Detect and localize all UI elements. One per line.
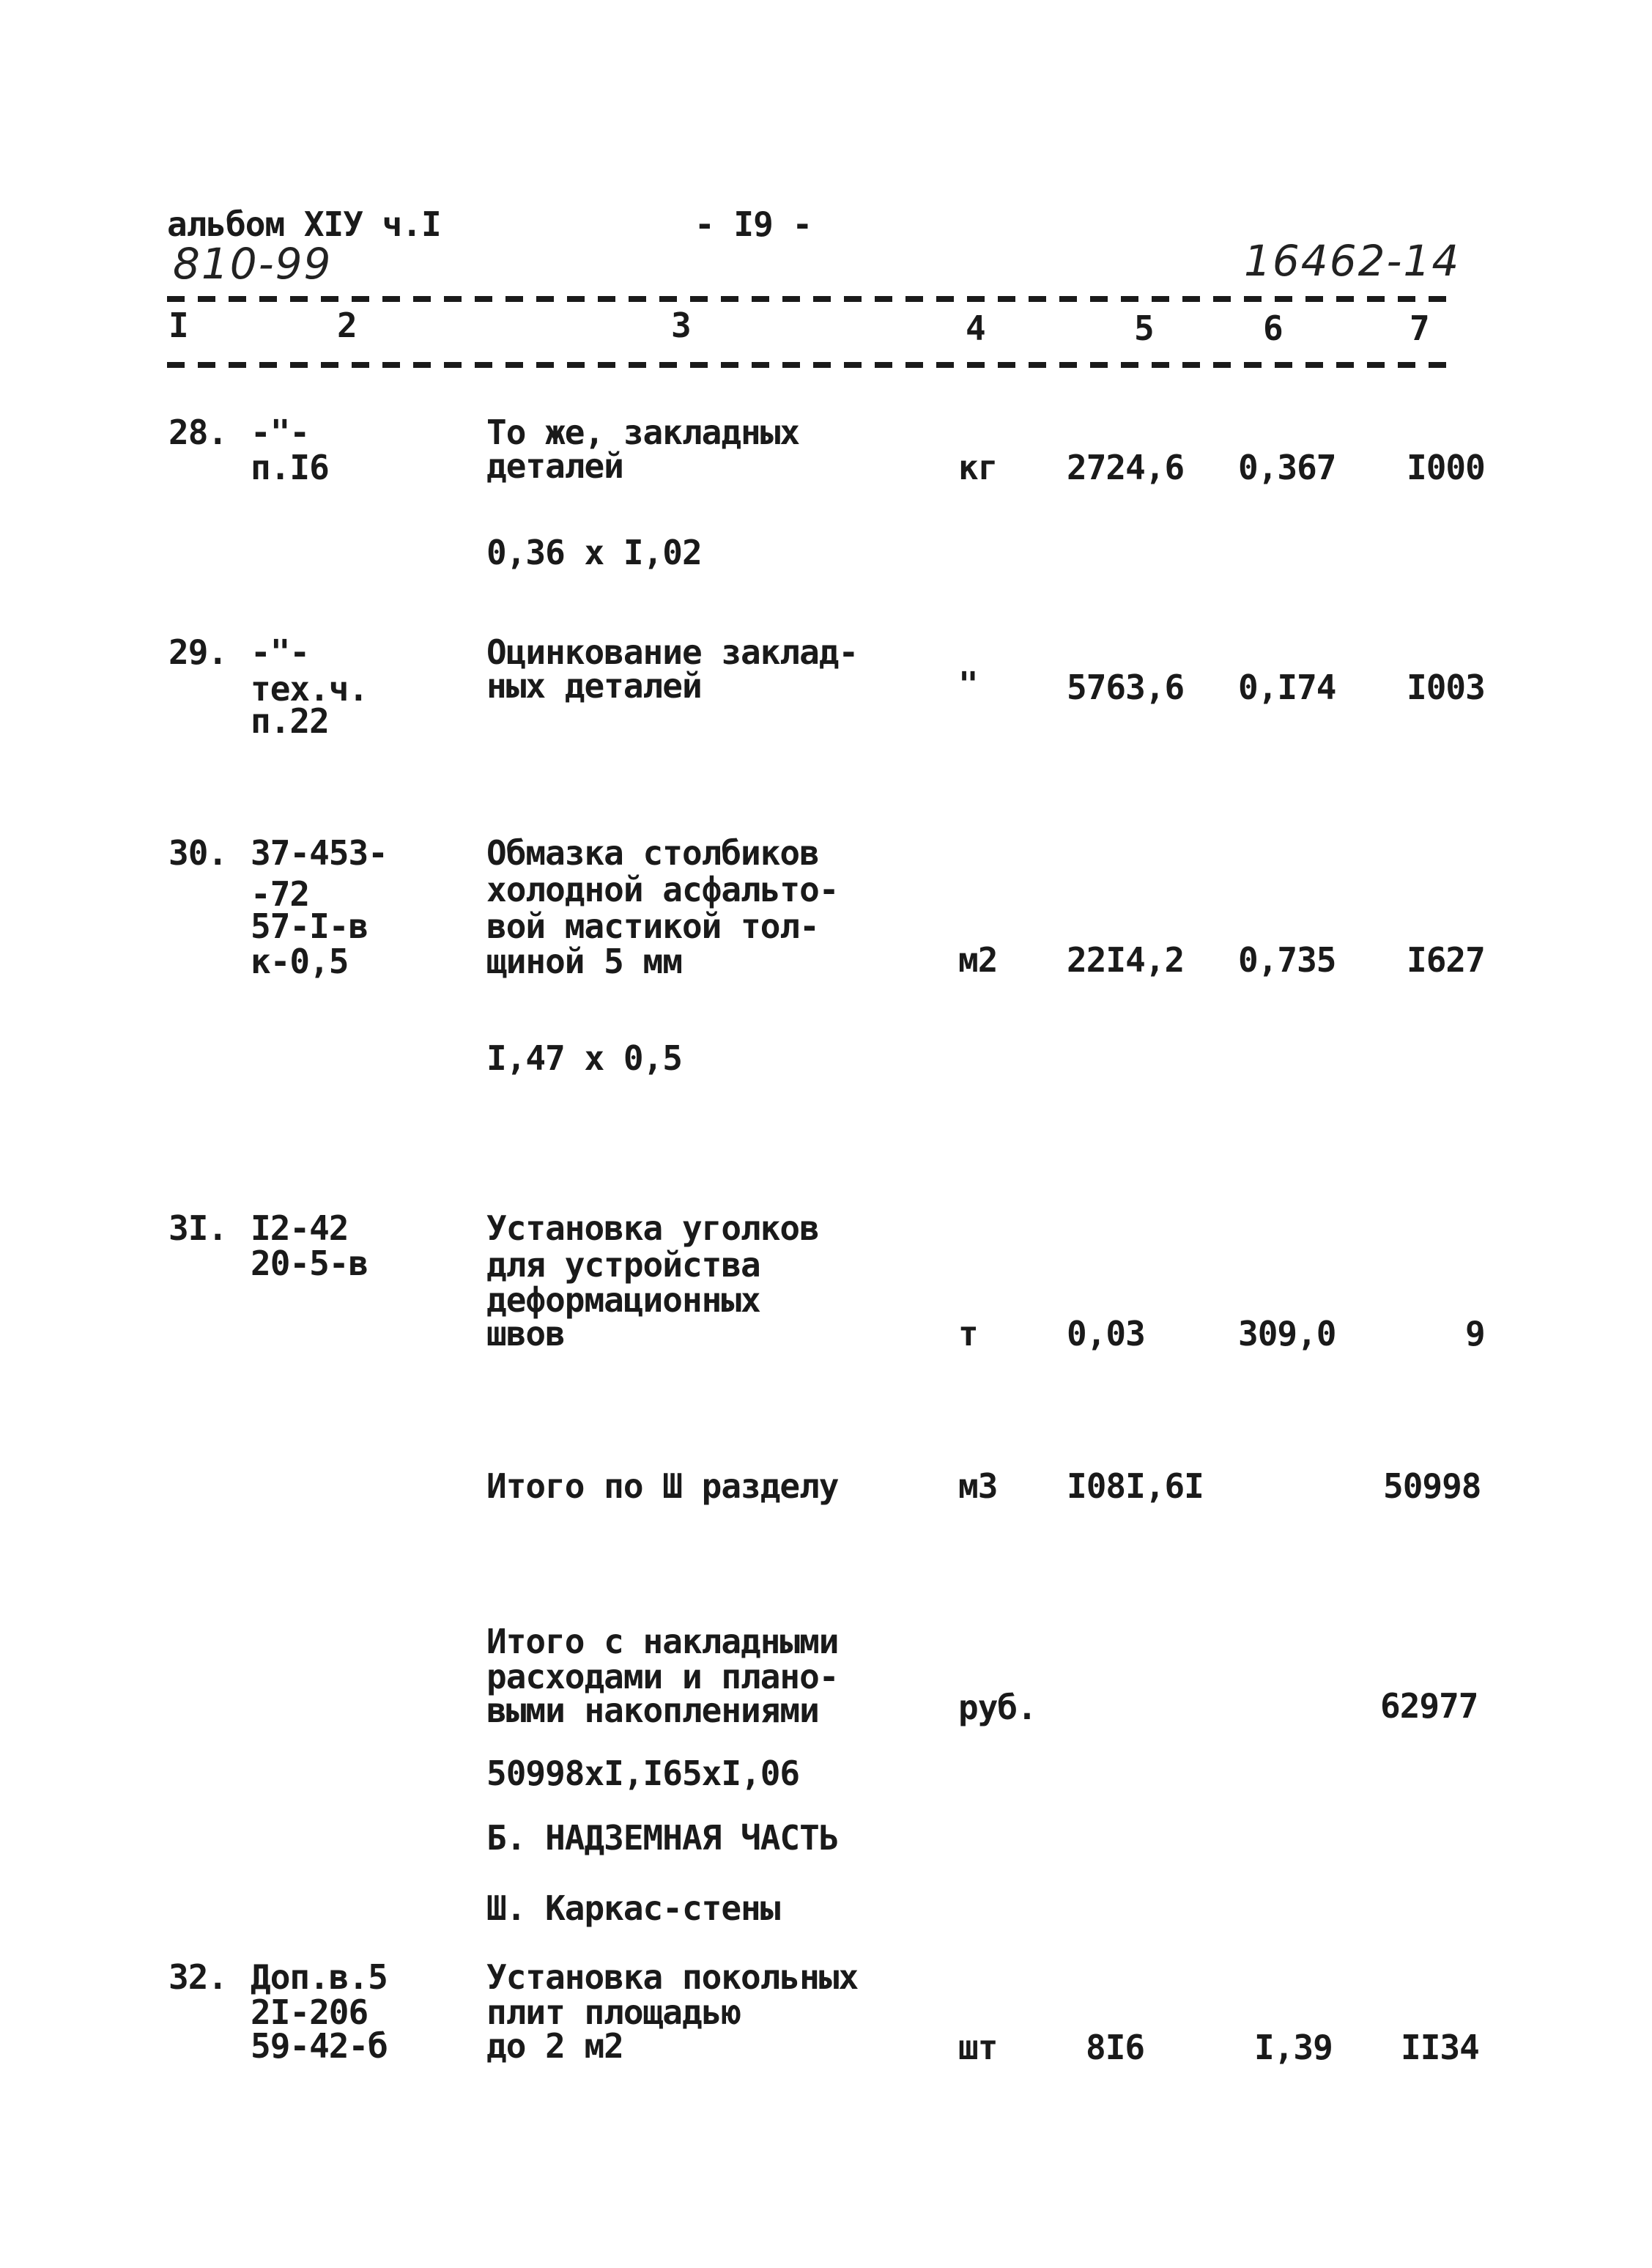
row-price: 309,0 [1238, 1314, 1336, 1353]
row-calculation-note: 0,36 х I,02 [486, 533, 702, 572]
row-reference: к-0,5 [251, 942, 349, 981]
row-total: I003 [1407, 668, 1485, 707]
row-reference: 20-5-в [251, 1244, 368, 1283]
row-description: То же, закладных [486, 413, 800, 452]
row-reference: -"- [251, 632, 310, 672]
header-divider-top [167, 296, 1456, 302]
row-description: плит площадью [486, 1992, 741, 2032]
overhead-total-label: расходами и плано- [486, 1657, 839, 1696]
overhead-total-label: выми накоплениями [486, 1691, 819, 1730]
row-reference: 2I-206 [251, 1992, 368, 2032]
row-quantity: 0,03 [1067, 1314, 1145, 1353]
row-total: I627 [1407, 940, 1485, 980]
row-reference: п.I6 [251, 448, 329, 487]
row-description: холодной асфальто- [486, 870, 839, 909]
row-quantity: 22I4,2 [1067, 940, 1185, 980]
row-price: 0,I74 [1238, 668, 1336, 707]
row-description: до 2 м2 [486, 2026, 623, 2066]
row-total: 9 [1465, 1314, 1485, 1353]
handwritten-code-right: 16462-14 [1244, 236, 1461, 286]
row-number: 29. [168, 632, 228, 672]
row-price: 0,735 [1238, 940, 1336, 980]
row-reference: 59-42-б [251, 2026, 388, 2066]
row-unit: кг [958, 448, 998, 487]
row-unit: шт [958, 2028, 998, 2067]
row-reference: Доп.в.5 [251, 1957, 388, 1997]
row-reference: -72 [251, 874, 310, 914]
section-heading-3: Ш. Каркас-стены [486, 1888, 780, 1928]
row-description: вой мастикой тол- [486, 906, 819, 946]
overhead-total-label: Итого с накладными [486, 1622, 839, 1661]
row-number: 30. [168, 833, 228, 873]
row-description: щиной 5 мм [486, 942, 682, 981]
row-quantity: 2724,6 [1067, 448, 1185, 487]
row-number: 28. [168, 413, 228, 452]
column-header-6: 6 [1263, 309, 1283, 348]
row-description: деталей [486, 446, 623, 486]
row-total: I000 [1407, 448, 1485, 487]
row-description: швов [486, 1314, 565, 1353]
row-reference: п.22 [251, 701, 329, 741]
column-header-7: 7 [1410, 309, 1429, 348]
column-header-5: 5 [1134, 309, 1154, 348]
section-total-unit: м3 [958, 1466, 998, 1506]
row-reference: 57-I-в [251, 906, 368, 946]
page-number: - I9 - [694, 204, 812, 244]
section-heading-b: Б. НАДЗЕМНАЯ ЧАСТЬ [486, 1818, 839, 1858]
row-description: Установка уголков [486, 1208, 819, 1248]
row-unit: м2 [958, 940, 998, 980]
row-number: 3I. [168, 1208, 228, 1248]
overhead-formula: 50998хI,I65хI,06 [486, 1754, 800, 1793]
column-header-2: 2 [337, 306, 357, 345]
row-description: Оцинкование заклад- [486, 632, 859, 672]
row-reference: I2-42 [251, 1208, 349, 1248]
overhead-total-unit: руб. [958, 1688, 1037, 1727]
row-price: I,39 [1254, 2028, 1333, 2067]
row-description: для устройства [486, 1245, 760, 1285]
column-header-4: 4 [966, 309, 985, 348]
row-reference: 37-453- [251, 833, 388, 873]
row-description: Обмазка столбиков [486, 833, 819, 873]
row-number: 32. [168, 1957, 228, 1997]
row-quantity: 5763,6 [1067, 668, 1185, 707]
row-total: II34 [1401, 2028, 1479, 2067]
row-calculation-note: I,47 х 0,5 [486, 1038, 682, 1078]
row-unit: " [958, 665, 978, 704]
row-description: Установка покольных [486, 1957, 859, 1997]
overhead-total-amount: 62977 [1380, 1686, 1478, 1726]
row-price: 0,367 [1238, 448, 1336, 487]
album-label: альбом XIУ ч.I [167, 204, 441, 244]
section-total-amount: 50998 [1383, 1466, 1481, 1506]
row-description: ных деталей [486, 666, 702, 706]
row-description: деформационных [486, 1280, 760, 1320]
handwritten-code-left: 810-99 [173, 239, 333, 289]
header-divider-bottom [167, 362, 1456, 368]
row-reference: тех.ч. [251, 669, 368, 709]
row-unit: т [958, 1314, 978, 1353]
row-quantity: 8I6 [1086, 2028, 1145, 2067]
row-reference: -"- [251, 413, 310, 452]
section-total-quantity: I08I,6I [1067, 1466, 1204, 1506]
column-header-1: I [168, 306, 188, 345]
column-header-3: 3 [671, 306, 691, 345]
section-total-label: Итого по Ш разделу [486, 1466, 839, 1506]
